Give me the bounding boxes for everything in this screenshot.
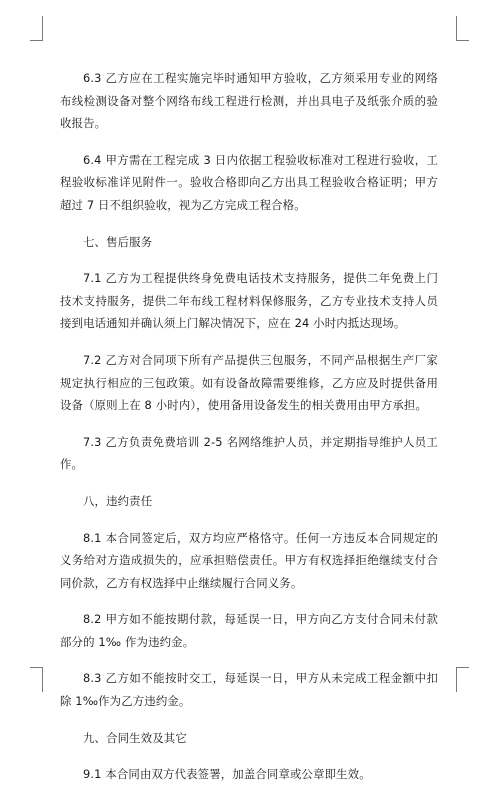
clause-8-1: 8.1 本合同签定后，双方均应严格恪守。任何一方违反本合同规定的义务给对方造成损失的，应承担赔偿责任。甲方有权选择拒绝继续支付合同价款，乙方有权选择中止继续履行合同义务。 [60,530,438,590]
clause-7-3: 7.3 乙方负责免费培训 2-5 名网络维护人员，并定期指导维护人员工作。 [60,434,438,472]
clause-6-3: 6.3 乙方应在工程实施完毕时通知甲方验收，乙方须采用专业的网络布线检测设备对整个网络布线工程进行检测，并出具电子及纸张介质的验收报告。 [60,71,438,131]
section-heading-after-sales: 七、售后服务 [83,234,153,249]
clause-7-2: 7.2 乙方对合同项下所有产品提供三包服务，不同产品根据生产厂家规定执行相应的三包政策。如有设备故障需要维修，乙方应及时提供备用设备（原则上在 8 小时内），使用备用设备发生的相关费用由甲方承担。 [60,352,438,413]
clause-6-4: 6.4 甲方需在工程完成 3 日内依据工程验收标准对工程进行验收，工程验收标准详见附件一。验收合格即向乙方出具工程验收合格证明；甲方超过 7 日不组织验收，视为乙方完成工程合格。 [60,152,438,212]
crop-mark-top-right [456,16,469,41]
crop-mark-bottom-left [30,667,43,692]
crop-mark-top-left [30,16,43,41]
document-body [60,67,438,786]
crop-mark-bottom-right [456,667,469,692]
section-heading-liability: 八，违约责任 [83,493,153,508]
clause-9-1: 9.1 本合同由双方代表签署，加盖合同章或公章即生效。 [83,767,371,782]
clause-8-2: 8.2 甲方如不能按期付款，每延误一日，甲方向乙方支付合同未付款部分的 1‰ 作为违约金。 [60,612,438,649]
clause-7-1: 7.1 乙方为工程提供终身免费电话技术支持服务，提供二年免费上门技术支持服务，提供二年布线工程材料保修服务，乙方专业技术支持人员接到电话通知并确认须上门解决情况下，应在 24 小时内抵达现场。 [60,271,438,331]
section-heading-effectiveness: 九、合同生效及其它 [83,730,187,745]
clause-8-3: 8.3 乙方如不能按时交工，每延误一日，甲方从未完成工程金额中扣除 1‰作为乙方违约金。 [60,671,438,709]
